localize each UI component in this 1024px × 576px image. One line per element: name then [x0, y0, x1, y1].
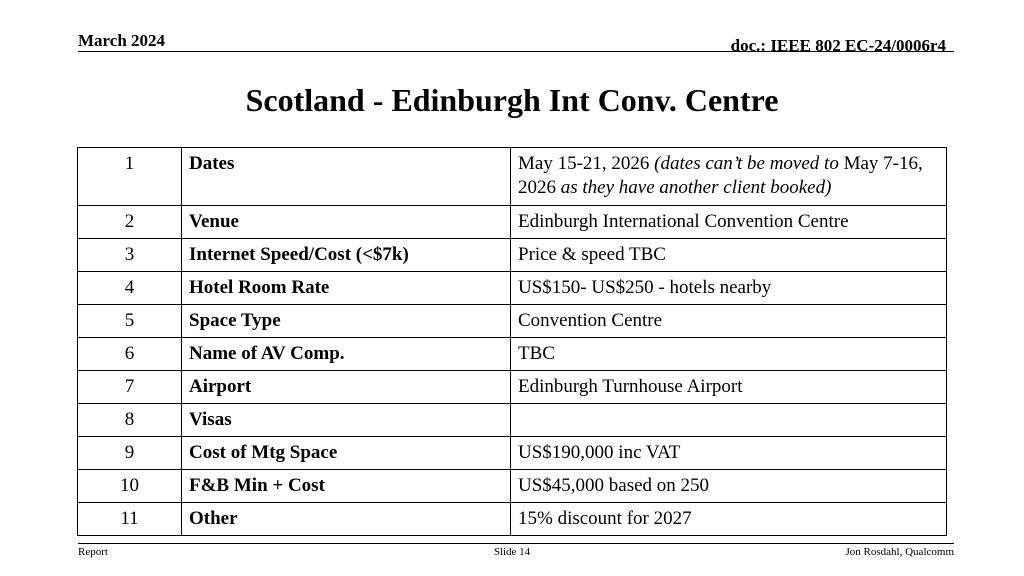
row-value: Price & speed TBC [511, 239, 947, 272]
row-label: Other [182, 503, 511, 536]
header-divider [78, 51, 954, 52]
header-doc-id: doc.: IEEE 802 EC-24/0006r4 [730, 36, 946, 55]
row-label: Venue [182, 206, 511, 239]
row-value: 15% discount for 2027 [511, 503, 947, 536]
table-row [78, 206, 947, 239]
row-number: 3 [78, 239, 182, 272]
row-number: 10 [78, 470, 182, 503]
row-number: 2 [78, 206, 182, 239]
slide-title: Scotland - Edinburgh Int Conv. Centre [245, 82, 779, 118]
dates-alt: May 7-16, 2026 [518, 153, 923, 198]
row-label: Hotel Room Rate [182, 272, 511, 305]
dates-note: (dates can’t be moved to [654, 153, 844, 174]
row-number: 8 [78, 404, 182, 437]
row-value: Edinburgh Turnhouse Airport [511, 371, 947, 404]
row-label: Airport [182, 371, 511, 404]
row-value [511, 404, 947, 437]
dates-reason: as they have another client booked) [560, 177, 832, 198]
row-value: US$190,000 inc VAT [511, 437, 947, 470]
footer-divider [78, 543, 954, 544]
table-row [78, 148, 947, 206]
table-row [78, 305, 947, 338]
row-number: 4 [78, 272, 182, 305]
row-value: Edinburgh International Convention Centre [511, 206, 947, 239]
row-label: Internet Speed/Cost (<$7k) [182, 239, 511, 272]
row-label: Name of AV Comp. [182, 338, 511, 371]
row-value: US$150- US$250 - hotels nearby [511, 272, 947, 305]
table-row [78, 371, 947, 404]
row-number: 5 [78, 305, 182, 338]
venue-info-table [77, 147, 947, 536]
table-row [78, 470, 947, 503]
row-value: US$45,000 based on 250 [511, 470, 947, 503]
row-label: Dates [182, 148, 511, 206]
footer-left: Report [78, 546, 108, 558]
table-row [78, 404, 947, 437]
footer-slide-number: Slide 14 [493, 546, 531, 558]
table-row [78, 239, 947, 272]
header-date: March 2024 [78, 31, 166, 50]
table-row [78, 272, 947, 305]
footer-author: Jon Rosdahl, Qualcomm [845, 546, 954, 558]
table-row [78, 503, 947, 536]
row-label: F&B Min + Cost [182, 470, 511, 503]
row-value: TBC [511, 338, 947, 371]
table-row [78, 338, 947, 371]
row-value: Convention Centre [511, 305, 947, 338]
dates-main: May 15-21, 2026 [518, 153, 655, 174]
row-number: 1 [78, 148, 182, 206]
row-label: Visas [182, 404, 511, 437]
row-number: 11 [78, 503, 182, 536]
row-number: 9 [78, 437, 182, 470]
row-label: Cost of Mtg Space [182, 437, 511, 470]
table-row [78, 437, 947, 470]
row-number: 6 [78, 338, 182, 371]
row-number: 7 [78, 371, 182, 404]
row-label: Space Type [182, 305, 511, 338]
row-value [511, 148, 947, 206]
